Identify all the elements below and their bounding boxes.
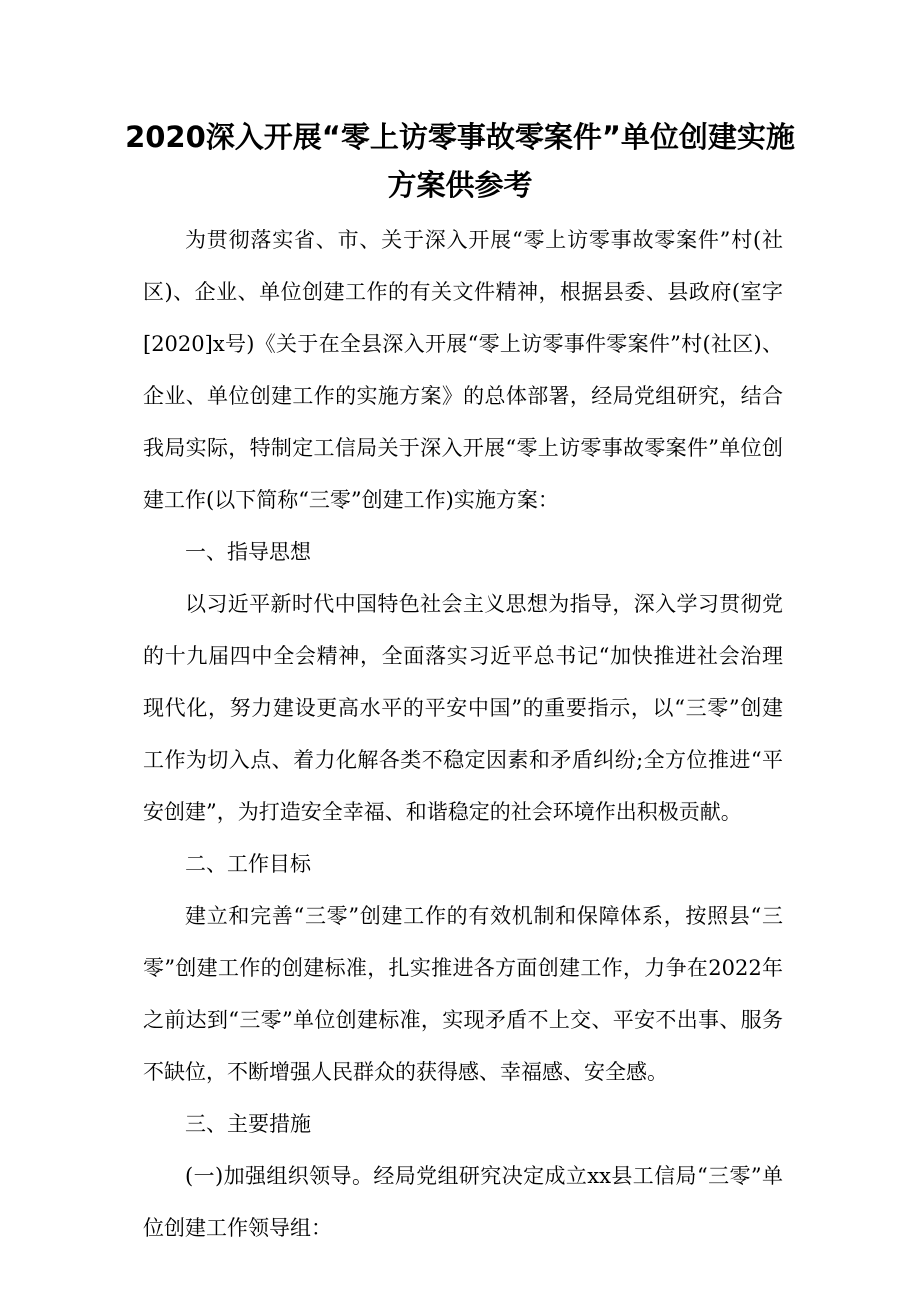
section-heading-guiding-ideology: 一、指导思想 <box>185 540 311 564</box>
section-heading-main-measures: 三、主要措施 <box>185 1112 311 1136</box>
main-measures-paragraph: (一)加强组织领导。经局党组研究决定成立xx县工信局“三零”单位创建工作领导组： <box>143 1164 783 1240</box>
work-goals-paragraph: 建立和完善“三零”创建工作的有效机制和保障体系，按照县“三零”创建工作的创建标准，扎实推进各方面创建工作，力争在2022年之前达到“三零”单位创建标准，实现矛盾不上交、平安不出事、服务不缺位，不断增强人民群众的获得感、幸福感、安全感。 <box>143 904 783 1084</box>
intro-paragraph: 为贯彻落实省、市、关于深入开展“零上访零事故零案件”村(社区)、企业、单位创建工作的有关文件精神，根据县委、县政府(室字[2020]x号)《关于在全县深入开展“零上访零事件零案件”村(社区)、企业、单位创建工作的实施方案》的总体部署，经局党组研究，结合我局实际，特制定工信局关于深入开展“零上访零事故零案件”单位创建工作(以下简称“三零”创建工作)实施方案： <box>143 228 783 512</box>
document-title-line-2: 方案供参考 <box>387 168 533 202</box>
document-body <box>143 214 783 1254</box>
section-heading-work-goals: 二、工作目标 <box>185 852 311 876</box>
document-title-line-1: 2020深入开展“零上访零事故零案件”单位创建实施 <box>125 120 795 154</box>
guiding-ideology-paragraph: 以习近平新时代中国特色社会主义思想为指导，深入学习贯彻党的十九届四中全会精神，全面落实习近平总书记“加快推进社会治理现代化，努力建设更高水平的平安中国”的重要指示，以“三零”创建工作为切入点、着力化解各类不稳定因素和矛盾纠纷;全方位推进“平安创建”，为打造安全幸福、和谐稳定的社会环境作出积极贡献。 <box>143 592 783 824</box>
